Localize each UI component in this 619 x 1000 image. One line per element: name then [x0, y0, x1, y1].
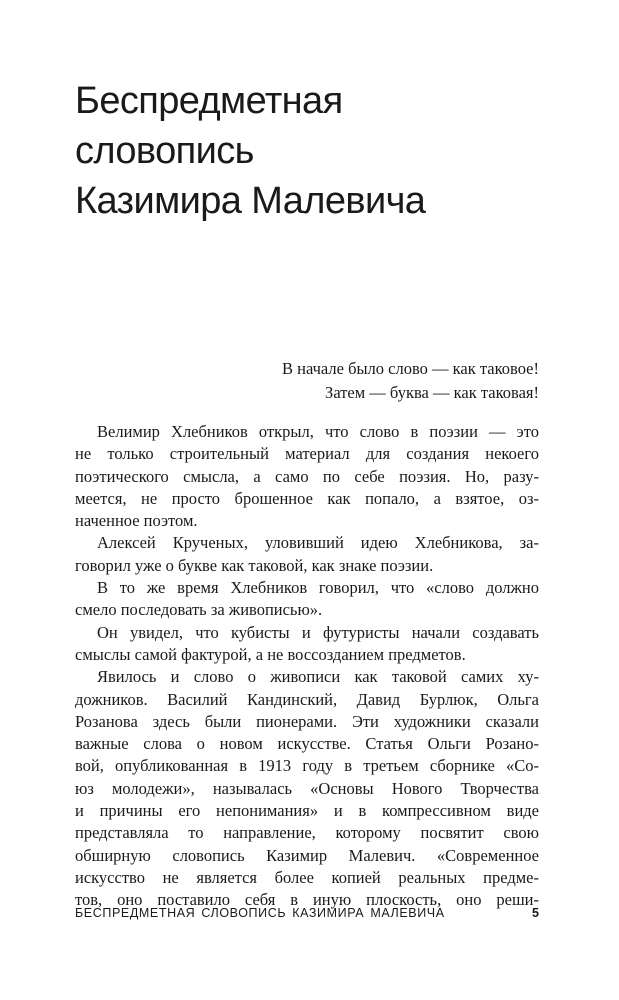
chapter-title-line: Беспредметная: [75, 80, 343, 122]
text-line: Розанова здесь были пионерами. Эти художники сказали: [75, 711, 539, 731]
text-line: обширную словопись Казимир Малевич. «Современное: [75, 845, 539, 865]
chapter-title-line: словопись: [75, 130, 254, 172]
text-line: поэтического смысла, а само по себе поэзия. Но, разу-: [75, 466, 539, 486]
text-line: Явилось и слово о живописи как таковой самих ху-: [97, 667, 539, 687]
body-text: [75, 421, 539, 912]
paragraph: [75, 421, 539, 532]
text-line: говорил уже о букве как таковой, как знаке поэзии.: [75, 555, 434, 575]
text-line: искусство не является более копией реальных предме-: [75, 867, 539, 887]
chapter-title: [75, 76, 555, 226]
text-line: тов, оно поставило себя в иную плоскость, оно реши-: [75, 890, 539, 910]
text-line: Алексей Крученых, уловивший идею Хлебникова, за-: [97, 533, 539, 553]
text-line: смело последовать за живописью».: [75, 600, 323, 620]
text-line: В то же время Хлебников говорил, что «слово должно: [97, 578, 539, 598]
text-line: и причины его непонимания» и в компрессивном виде: [75, 801, 539, 821]
text-line: наченное поэтом.: [75, 511, 198, 531]
chapter-title-line: Казимира Малевича: [75, 180, 426, 222]
paragraph: [75, 666, 539, 911]
epigraph-line: В начале было слово — как таковое!: [282, 359, 539, 378]
text-line: важные слова о новом искусстве. Статья Ольги Розано-: [75, 734, 539, 754]
epigraph-line: Затем — буква — как таковая!: [325, 383, 539, 402]
paragraph: [75, 622, 539, 667]
text-line: представляла то направление, которому посвятит свою: [75, 823, 539, 843]
text-line: вой, опубликованная в 1913 году в третьем сборнике «Со-: [75, 756, 539, 776]
text-line: Он увидел, что кубисты и футуристы начали создавать: [97, 622, 539, 642]
epigraph: [282, 357, 539, 405]
running-head: БЕСПРЕДМЕТНАЯ СЛОВОПИСЬ КАЗИМИРА МАЛЕВИЧА: [75, 906, 445, 920]
paragraph: [75, 577, 539, 622]
text-line: Велимир Хлебников открыл, что слово в поэзии — это: [97, 422, 539, 441]
paragraph: [75, 532, 539, 577]
page-number: 5: [532, 906, 539, 920]
text-line: не только строительный материал для создания некоего: [75, 444, 539, 464]
text-line: смыслы самой фактурой, а не воссозданием предметов.: [75, 644, 466, 664]
text-line: дожников. Василий Кандинский, Давид Бурлюк, Ольга: [75, 689, 539, 709]
text-line: юз молодежи», называлась «Основы Нового Творчества: [75, 778, 539, 798]
text-line: меется, не просто брошенное как попало, а взятое, оз-: [75, 488, 539, 508]
